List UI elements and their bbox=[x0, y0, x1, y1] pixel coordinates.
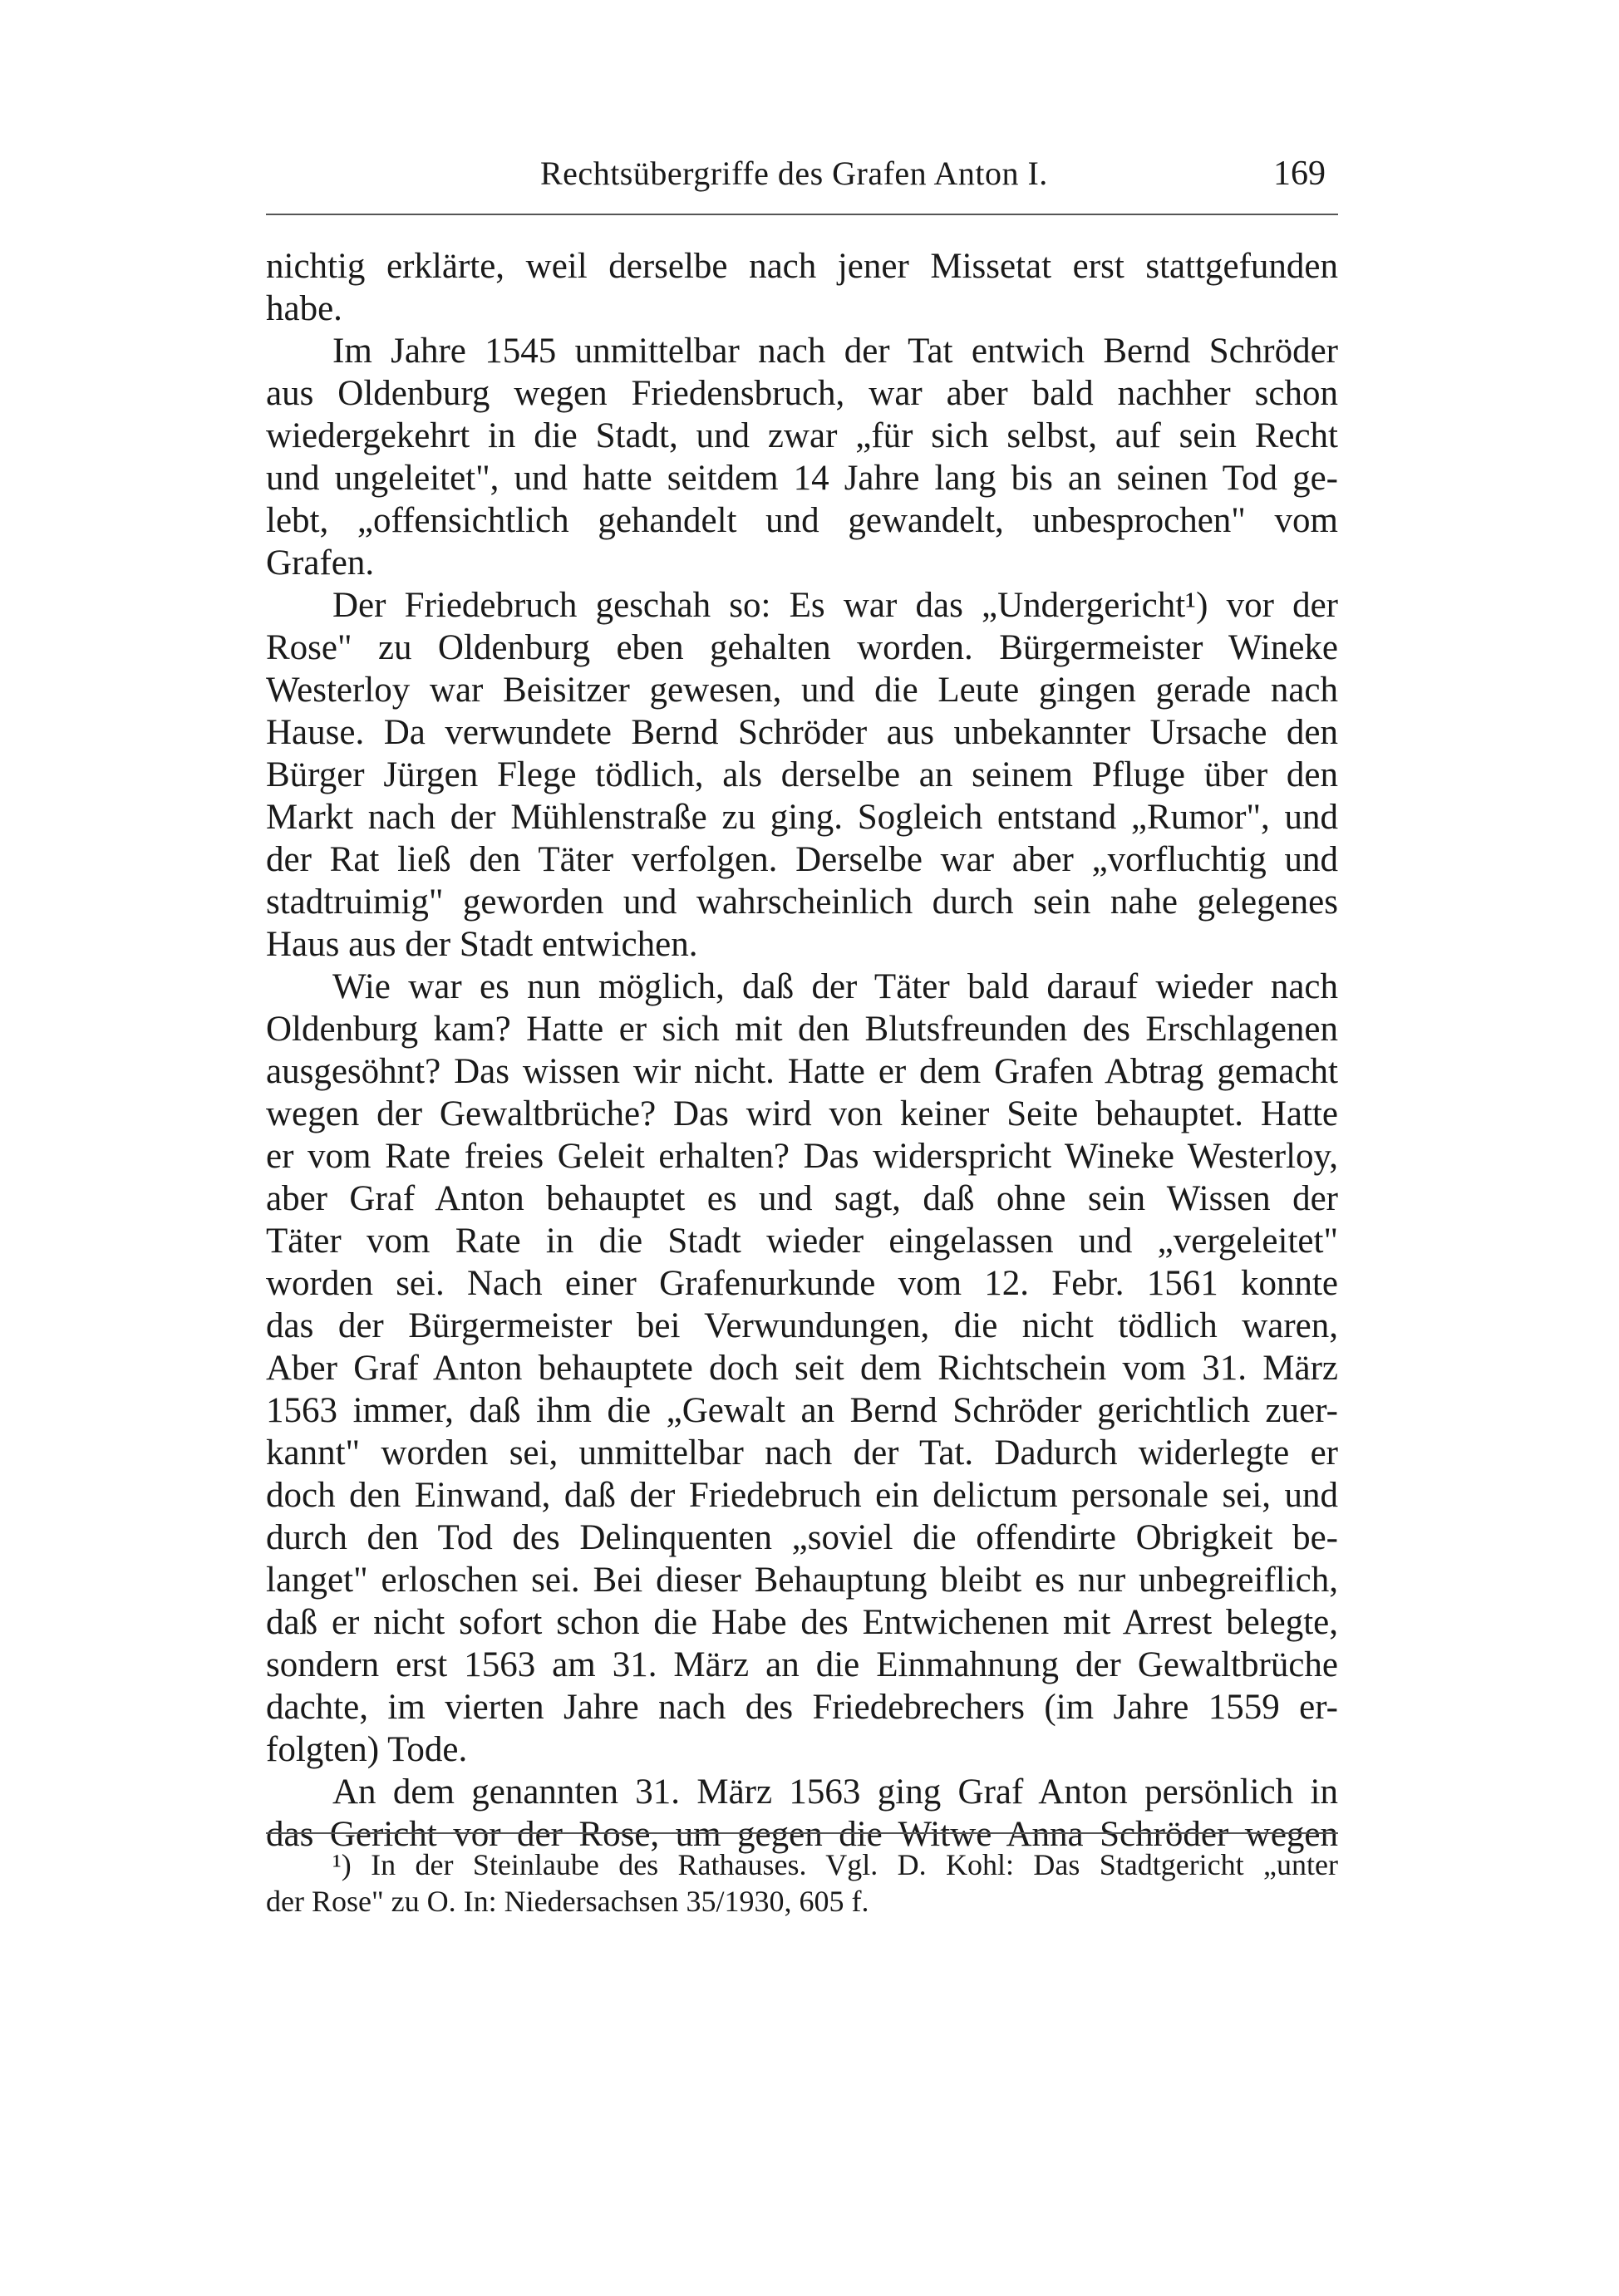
text-line: Rose" zu Oldenburg eben gehalten worden. Bürgermeister Wineke bbox=[266, 628, 1338, 667]
text-line: wiedergekehrt in die Stadt, und zwar „für sich selbst, auf sein Recht bbox=[266, 416, 1338, 455]
text-line: worden sei. Nach einer Grafenurkunde vom 12. Febr. 1561 konnte bbox=[266, 1264, 1338, 1303]
text-line: An dem genannten 31. März 1563 ging Graf Anton persönlich in bbox=[332, 1772, 1338, 1812]
text-line: das Gericht vor der Rose, um gegen die Witwe Anna Schröder wegen bbox=[266, 1815, 1338, 1854]
text-line: Grafen. bbox=[266, 543, 375, 583]
text-line: Bürger Jürgen Flege tödlich, als derselbe an seinem Pfluge über den bbox=[266, 755, 1338, 794]
text-line: stadtruimig" geworden und wahrscheinlich durch sein nahe gelegenes bbox=[266, 883, 1338, 922]
footnote-rule bbox=[266, 1832, 1338, 1834]
text-line: Aber Graf Anton behauptete doch seit dem Richtschein vom 31. März bbox=[266, 1349, 1338, 1388]
footnote-line: ¹) In der Steinlaube des Rathauses. Vgl. D. Kohl: Das Stadtgericht „unter bbox=[332, 1848, 1338, 1881]
text-line: Oldenburg kam? Hatte er sich mit den Blutsfreunden des Erschlagenen bbox=[266, 1010, 1338, 1049]
text-line: Hause. Da verwundete Bernd Schröder aus unbekannter Ursache den bbox=[266, 713, 1338, 752]
text-line: aus Oldenburg wegen Friedensbruch, war aber bald nachher schon bbox=[266, 374, 1338, 413]
text-line: 1563 immer, daß ihm die „Gewalt an Bernd Schröder gerichtlich zuer- bbox=[266, 1391, 1338, 1430]
text-line: habe. bbox=[266, 289, 342, 328]
body-text bbox=[266, 245, 1338, 1856]
text-line: der Rat ließ den Täter verfolgen. Derselbe war aber „vorfluchtig und bbox=[266, 840, 1338, 879]
text-line: ausgesöhnt? Das wissen wir nicht. Hatte er dem Grafen Abtrag gemacht bbox=[266, 1052, 1338, 1091]
text-line: Wie war es nun möglich, daß der Täter bald darauf wieder nach bbox=[332, 967, 1338, 1006]
text-line: doch den Einwand, daß der Friedebruch ein delictum personale sei, und bbox=[266, 1476, 1338, 1515]
text-line: Täter vom Rate in die Stadt wieder eingelassen und „vergeleitet" bbox=[266, 1222, 1338, 1261]
text-line: folgten) Tode. bbox=[266, 1730, 468, 1769]
text-line: kannt" worden sei, unmittelbar nach der Tat. Dadurch widerlegte er bbox=[266, 1433, 1338, 1472]
text-line: lebt, „offensichtlich gehandelt und gewandelt, unbesprochen" vom bbox=[266, 501, 1338, 540]
text-line: wegen der Gewaltbrüche? Das wird von keiner Seite behauptet. Hatte bbox=[266, 1094, 1338, 1133]
header-rule bbox=[266, 214, 1338, 215]
text-line: langet" erloschen sei. Bei dieser Behauptung bleibt es nur unbegreiflich, bbox=[266, 1561, 1338, 1600]
text-line: das der Bürgermeister bei Verwundungen, die nicht tödlich waren, bbox=[266, 1306, 1338, 1345]
text-line: er vom Rate freies Geleit erhalten? Das widerspricht Wineke Westerloy, bbox=[266, 1137, 1338, 1176]
text-line: durch den Tod des Delinquenten „soviel die offendirte Obrigkeit be- bbox=[266, 1518, 1338, 1557]
text-line: sondern erst 1563 am 31. März an die Einmahnung der Gewaltbrüche bbox=[266, 1645, 1338, 1684]
footnotes bbox=[266, 1846, 1338, 1920]
text-line: Der Friedebruch geschah so: Es war das „Undergericht¹) vor der bbox=[332, 586, 1338, 625]
footnote-line: der Rose" zu O. In: Niedersachsen 35/1930, 605 f. bbox=[266, 1885, 869, 1918]
text-line: daß er nicht sofort schon die Habe des Entwichenen mit Arrest belegte, bbox=[266, 1603, 1338, 1642]
text-line: nichtig erklärte, weil derselbe nach jener Missetat erst stattgefunden bbox=[266, 247, 1338, 286]
text-line: und ungeleitet", und hatte seitdem 14 Jahre lang bis an seinen Tod ge- bbox=[266, 459, 1338, 498]
text-line: Westerloy war Beisitzer gewesen, und die Leute gingen gerade nach bbox=[266, 671, 1338, 710]
text-line: aber Graf Anton behauptet es und sagt, daß ohne sein Wissen der bbox=[266, 1179, 1338, 1218]
text-line: Haus aus der Stadt entwichen. bbox=[266, 925, 698, 964]
text-line: Im Jahre 1545 unmittelbar nach der Tat entwich Bernd Schröder bbox=[332, 332, 1338, 371]
running-head bbox=[266, 154, 1338, 204]
text-line: Markt nach der Mühlenstraße zu ging. Sogleich entstand „Rumor", und bbox=[266, 798, 1338, 837]
running-title: Rechtsübergriffe des Grafen Anton I. bbox=[540, 155, 1048, 192]
page-number: 169 bbox=[1273, 155, 1326, 193]
text-line: dachte, im vierten Jahre nach des Friedebrechers (im Jahre 1559 er- bbox=[266, 1688, 1338, 1727]
